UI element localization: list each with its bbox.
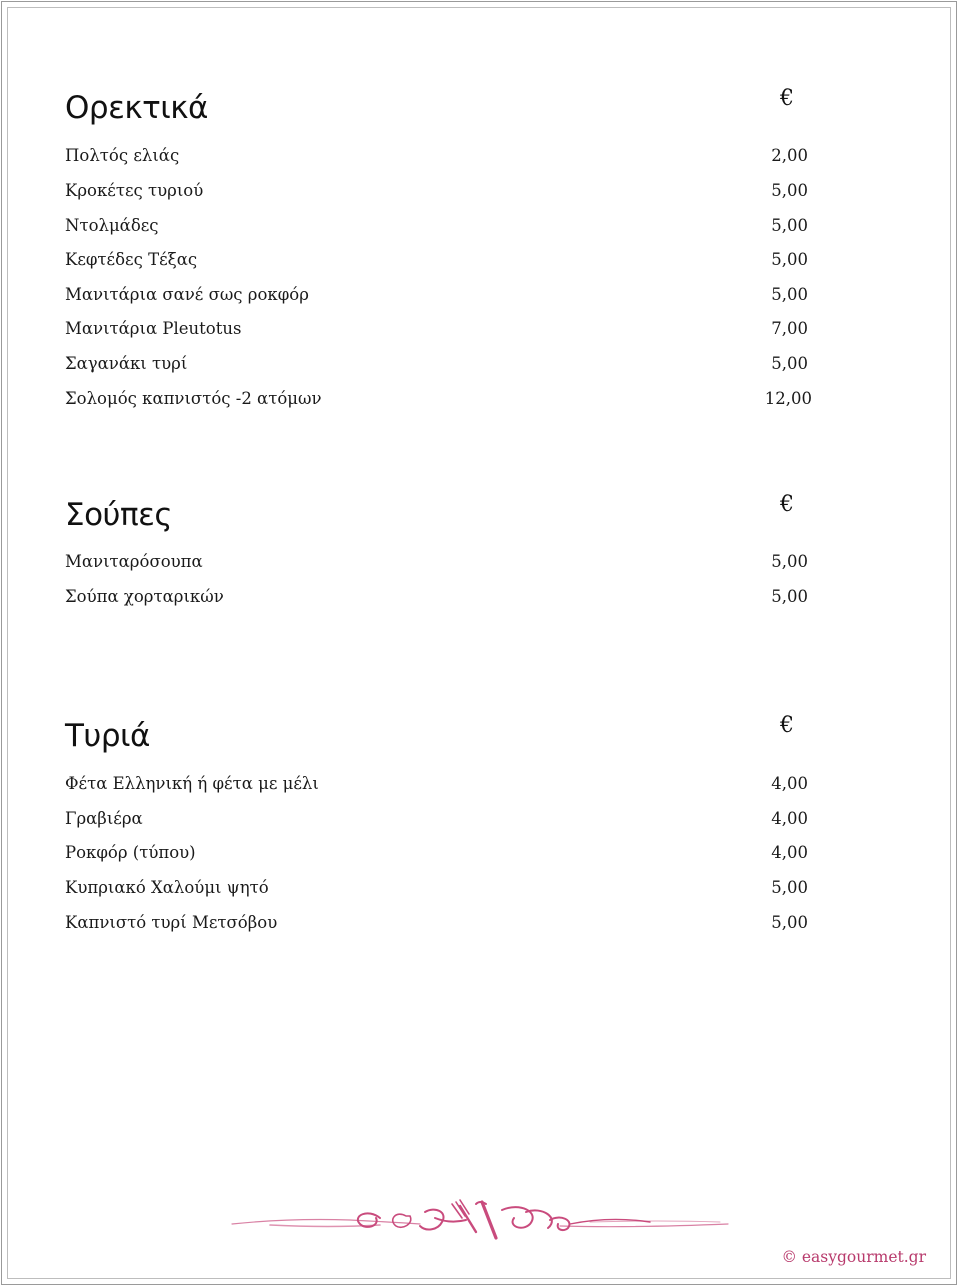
- section-title: Τυριά: [65, 718, 150, 754]
- item-name: Γραβιέρα: [65, 809, 143, 828]
- item-price: 4,00: [771, 843, 808, 862]
- item-name: Σολομός καπνιστός -2 ατόμων: [65, 389, 322, 408]
- currency-header: €: [780, 713, 794, 738]
- item-name: Μανιτάρια σανέ σως ροκφόρ: [65, 285, 309, 304]
- item-name: Μανιταρόσουπα: [65, 552, 203, 571]
- fork-knife-flourish-icon: [230, 1198, 730, 1250]
- menu-item: [65, 352, 812, 376]
- item-price: 5,00: [771, 250, 808, 269]
- item-name: Φέτα Ελληνική ή φέτα με μέλι: [65, 774, 319, 793]
- item-name: Σαγανάκι τυρί: [65, 354, 188, 373]
- item-price: 5,00: [771, 587, 808, 606]
- item-name: Μανιτάρια Pleutotus: [65, 319, 242, 338]
- item-price: 2,00: [771, 146, 808, 165]
- item-name: Σούπα χορταρικών: [65, 587, 224, 606]
- menu-item: [65, 772, 812, 796]
- menu-item: [65, 144, 812, 168]
- menu-item: [65, 807, 812, 831]
- menu-item: [65, 550, 812, 574]
- menu-item: [65, 283, 812, 307]
- item-price: 4,00: [771, 809, 808, 828]
- item-name: Ροκφόρ (τύπου): [65, 843, 196, 862]
- item-price: 5,00: [771, 552, 808, 571]
- item-price: 5,00: [771, 354, 808, 373]
- menu-item: [65, 179, 812, 203]
- item-name: Ντολμάδες: [65, 216, 159, 235]
- copyright-text: © easygourmet.gr: [781, 1248, 926, 1266]
- item-price: 5,00: [771, 285, 808, 304]
- item-price: 4,00: [771, 774, 808, 793]
- menu-item: [65, 876, 812, 900]
- currency-header: €: [780, 492, 794, 517]
- section-title: Σούπες: [65, 497, 173, 533]
- section-title: Ορεκτικά: [65, 90, 208, 126]
- menu-item: [65, 585, 812, 609]
- item-price: 7,00: [771, 319, 808, 338]
- item-name: Κυπριακό Χαλούμι ψητό: [65, 878, 269, 897]
- item-price: 5,00: [771, 216, 808, 235]
- currency-header: €: [780, 86, 794, 111]
- item-name: Κεφτέδες Τέξας: [65, 250, 198, 269]
- menu-item: [65, 911, 812, 935]
- menu-item: [65, 841, 812, 865]
- item-price: 5,00: [771, 878, 808, 897]
- menu-item: [65, 214, 812, 238]
- item-price: 5,00: [771, 181, 808, 200]
- item-name: Πολτός ελιάς: [65, 146, 180, 165]
- menu-item: [65, 248, 812, 272]
- item-price: 12,00: [764, 389, 812, 408]
- item-price: 5,00: [771, 913, 808, 932]
- item-name: Καπνιστό τυρί Μετσόβου: [65, 913, 278, 932]
- item-name: Κροκέτες τυριού: [65, 181, 204, 200]
- menu-item: [65, 387, 812, 411]
- menu-item: [65, 317, 812, 341]
